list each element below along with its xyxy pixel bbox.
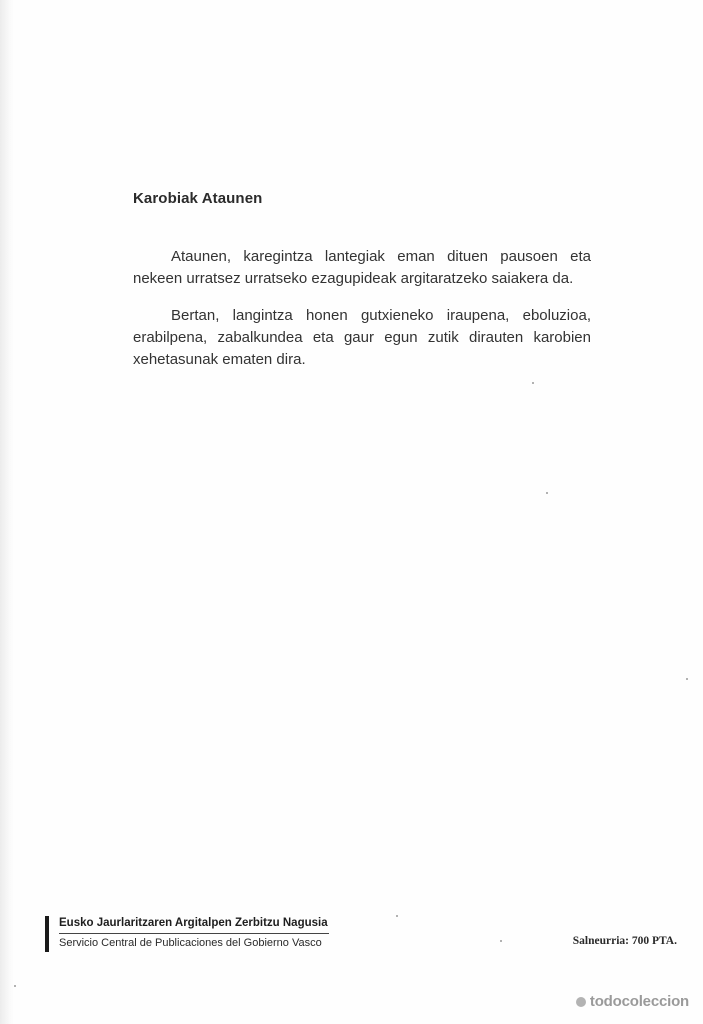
print-speck: [14, 985, 16, 987]
watermark: [576, 993, 689, 1010]
publisher-block: [45, 916, 329, 952]
price-label: Salneurria: 700 PTA.: [572, 935, 677, 947]
publisher-name-spanish: Servicio Central de Publicaciones del Gobierno Vasco: [59, 937, 322, 949]
watermark-logo-icon: [576, 997, 586, 1007]
print-speck: [396, 915, 398, 917]
page-edge-shadow: [0, 0, 14, 1024]
book-title: Karobiak Ataunen: [133, 190, 263, 207]
print-speck: [546, 492, 548, 494]
print-speck: [532, 382, 534, 384]
print-speck: [686, 678, 688, 680]
watermark-text: todocoleccion: [589, 993, 689, 1010]
publisher-name-basque: Eusko Jaurlaritzaren Argitalpen Zerbitzu Nagusia: [59, 916, 329, 934]
description-paragraph-1: Ataunen, karegintza lantegiak eman dituen pausoen eta nekeen urratsez urratseko ezagupideak argitaratzeko saiakera da.: [133, 248, 591, 287]
description-paragraph-2: Bertan, langintza honen gutxieneko iraupena, eboluzioa, erabilpena, zabalkundea eta gaur egun zutik dirauten karobien xehetasunak ematen dira.: [133, 307, 591, 368]
print-speck: [500, 940, 502, 942]
